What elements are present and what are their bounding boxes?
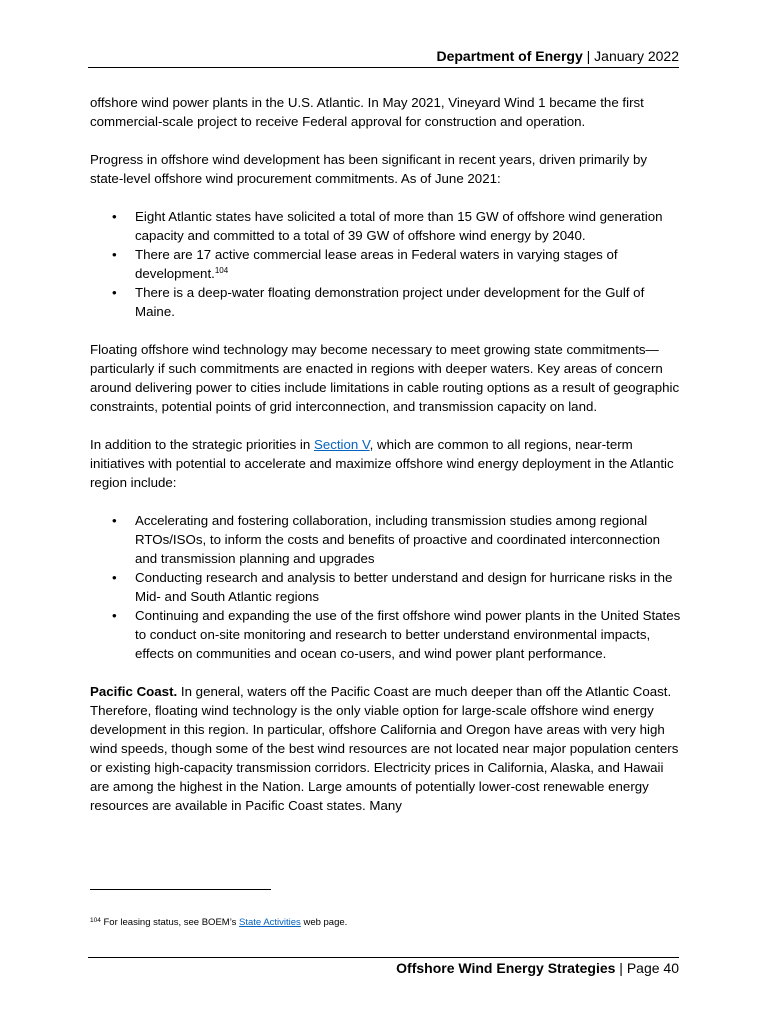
list-item (90, 245, 682, 283)
atlantic-initiatives-list (90, 511, 682, 663)
pacific-coast-heading: Pacific Coast. (90, 684, 178, 699)
bullet-icon: • (112, 513, 117, 528)
paragraph-5-text: In general, waters off the Pacific Coast are much deeper than off the Atlantic Coast. Therefore, floating wind technology is the only viable option for large-scale offshore wind energy development in this region. In particular, offshore California and Oregon have areas with very high wind speeds, though some of the best wind resources are not located near major population centers or existing high-capacity transmission corridors. Electricity prices in California, Alaska, and Hawaii are among the highest in the Nation. Large amounts of potentially lower-cost renewable energy resources are available in Pacific Coast states. Many (90, 684, 679, 813)
paragraph-4-after: , which are common to all regions, near-term initiatives with potential to accelerate and maximize offshore wind energy deployment in the Atlantic region include: (90, 437, 674, 490)
list-item (90, 606, 682, 663)
footer-title: Offshore Wind Energy Strategies (396, 960, 616, 976)
paragraph-5 (90, 682, 682, 815)
list-item (90, 283, 682, 321)
paragraph-3: Floating offshore wind technology may become necessary to meet growing state commitments—particularly if such commitments are enacted in regions with deeper waters. Key areas of concern around delivering power to cities include limitations in cable routing options as a result of geographic constraints, potential points of grid interconnection, and transmission capacity on land. (90, 342, 680, 414)
state-activities-link[interactable]: State Activities (239, 917, 301, 928)
list-item-text: Conducting research and analysis to better understand and design for hurricane risks in the Mid- and South Atlantic regions (135, 570, 673, 604)
bullet-icon: • (112, 247, 117, 262)
list-item-text: There are 17 active commercial lease areas in Federal waters in varying stages of development. (135, 247, 618, 281)
header-separator: | (586, 48, 591, 64)
footer-rule (88, 957, 679, 958)
bullet-icon: • (112, 608, 117, 623)
footnote-after: web page. (300, 917, 348, 928)
paragraph-4 (90, 435, 682, 492)
footer-separator: | (619, 960, 623, 976)
page-footer (88, 960, 679, 977)
paragraph-1: offshore wind power plants in the U.S. Atlantic. In May 2021, Vineyard Wind 1 became the first commercial-scale project to receive Federal approval for construction and operation. (90, 95, 644, 129)
list-item (90, 207, 682, 245)
list-item-text: Eight Atlantic states have solicited a total of more than 15 GW of offshore wind generation capacity and committed to a total of 39 GW of offshore wind energy by 2040. (135, 209, 663, 243)
list-item-text: There is a deep-water floating demonstration project under development for the Gulf of Maine. (135, 285, 645, 319)
state-progress-list (90, 207, 682, 321)
footnote (90, 917, 347, 929)
footnote-before: For leasing status, see BOEM’s (100, 917, 240, 928)
page-number: Page 40 (626, 960, 679, 976)
header-rule (88, 67, 679, 68)
paragraph-2: Progress in offshore wind development has been significant in recent years, driven primarily by state-level offshore wind procurement commitments. As of June 2021: (90, 152, 648, 186)
document-body (90, 93, 682, 834)
header-org: Department of Energy (436, 48, 583, 64)
footnote-reference[interactable]: 104 (214, 266, 229, 275)
page-header (88, 48, 679, 65)
header-date: January 2022 (594, 48, 679, 64)
list-item-text: Continuing and expanding the use of the first offshore wind power plants in the United States to conduct on-site monitoring and research to better understand environmental impacts, effects on communities and ocean co-users, and wind power plant performance. (135, 608, 681, 661)
bullet-icon: • (112, 209, 117, 224)
list-item-text: Accelerating and fostering collaboration, including transmission studies among regional RTOs/ISOs, to inform the costs and benefits of proactive and coordinated interconnection and transmission planning and upgrades (135, 513, 661, 566)
section-v-link[interactable]: Section V (313, 437, 370, 452)
list-item (90, 511, 682, 568)
bullet-icon: • (112, 570, 117, 585)
paragraph-4-before: In addition to the strategic priorities in (90, 437, 314, 452)
bullet-icon: • (112, 285, 117, 300)
footnote-separator (90, 889, 271, 890)
list-item (90, 568, 682, 606)
footnote-number: 104 (90, 917, 101, 924)
